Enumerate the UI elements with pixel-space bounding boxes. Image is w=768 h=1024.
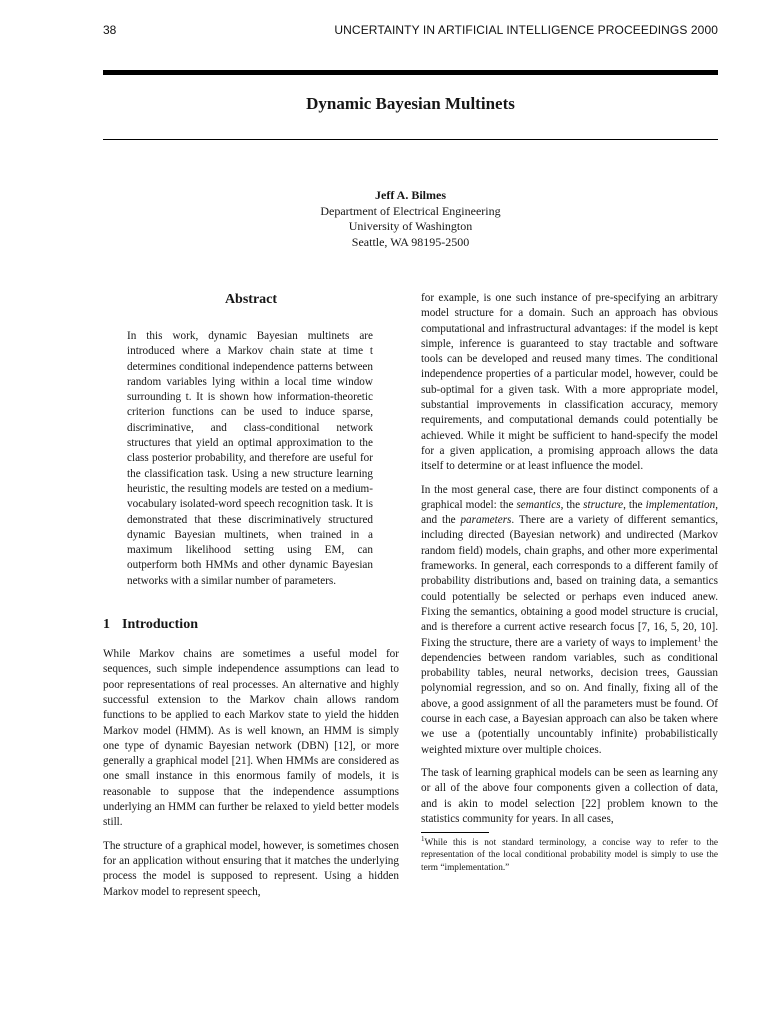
right-paragraph-1: for example, is one such instance of pre-specifying an arbitrary model structure for a domain. Such an approach has obvious computational and infrastructural advantages: if the model is kept simple, inference is guaranteed to stay tractable and software tools can be developed and reused many times. The conditional independence properties of a particular model, however, could be sub-optimal for a given task. With a more appropriate model, substantial improvements in classification accuracy, memory requirements, and computational demands could potentially be achieved. While it might be sufficient to hand-specify the model for a given application, a promising approach allows the data itself to determine or at least influence the model. [421,292,718,473]
intro-paragraph-1: While Markov chains are sometimes a useful model for sequences, such simple independence assumptions can lead to poor representations of real processes. An alternative and highly successful extension to the Markov chain allows random functions to be applied to each Markov state to yield the hidden Markov model (HMM). As is well known, an HMM is simply one type of dynamic Bayesian network (DBN) [12], or more generally a graphical model [21]. When HMMs are considered as one small instance in this enormous family of models, it is reasonable to suppose that the independence assumptions underlying an HMM can further be relaxed to yield better models still. [103,648,399,829]
author-department: Department of Electrical Engineering [320,203,501,218]
venue-title: UNCERTAINTY IN ARTIFICIAL INTELLIGENCE PROCEEDINGS 2000 [334,23,718,37]
author-address: Seattle, WA 98195-2500 [351,234,470,249]
footnote-marker: 1 [697,633,702,643]
author-name: Jeff A. Bilmes [375,188,446,202]
footnote-mark: 1 [421,835,425,843]
title-bottom-rule [103,139,718,140]
text-run: , the [560,498,584,511]
intro-paragraph-2: The structure of a graphical model, however, is sometimes chosen for an application without ensuring that it matches the underlying process the model is supposed to represent. Using a hidden Markov model to represent speech, [103,839,399,898]
right-column [421,291,718,874]
term-parameters: parameters [460,514,512,527]
text-run: In the most general case, there are four distinct components of a graphical model: the [421,483,718,511]
footnote-text: While this is not standard terminology, a concise way to refer to the representation of the local conditional probability model is simply to use the term “implementation.” [421,838,718,873]
term-implementation: implementation [645,498,716,511]
page-number: 38 [103,23,117,37]
footnote [421,837,718,874]
author-university: University of Washington [348,219,473,233]
right-paragraph-2 [421,483,718,758]
author-block [103,188,718,250]
title-top-rule [103,70,718,75]
term-semantics: semantics [516,498,561,511]
text-run: . There are a variety of different semantics, including directed (Bayesian network) and undirected (Markov random field) models, chain graphs, and other more experimental frameworks. In general, each corresponds to a different family of probability distributions and, based on training data, a semantics could potentially be selected or perhaps even induced anew. Fixing the semantics, obtaining a good model structure is crucial, and is therefore a current active research focus [7, 16, 5, 20, 10]. Fixing the structure, there are a variety of ways to implement [421,514,719,649]
right-paragraph-3: The task of learning graphical models can be seen as learning any or all of the above four components given a collection of data, and is akin to model selection [22] problem known to the statistics community for years. In all cases, [421,766,718,825]
text-run: , and the [421,498,719,527]
section-number: 1 [103,617,110,633]
text-run: the dependencies between random variables, such as conditional probability tables, neural networks, decision trees, Gaussian polynomial regression, and so on. And finally, fixing all of the above, a good assignment of all the parameters must be found. Of course in each case, a Bayesian approach can also be taken where we use a (potentially uncountably infinite) probabilistically weighted mixture over multiple choices. [421,636,718,756]
paper-title: Dynamic Bayesian Multinets [306,94,515,113]
abstract-heading: Abstract [224,292,278,307]
text-run: , the [623,498,646,511]
footnote-rule [421,832,489,833]
section-heading-introduction [103,616,399,633]
term-structure: structure [583,498,624,511]
section-title: Introduction [122,617,198,633]
left-column [103,291,399,900]
abstract-text: In this work, dynamic Bayesian multinets are introduced where a Markov chain state at time t determines conditional independence patterns between random variables lying within a local time window surrounding t. It is shown how information-theoretic criterion functions can be used to induce sparse, discriminative, and class-conditional network structures that yield an optimal approximation to the class posterior probability, and therefore are useful for the classification task. Using a new structure learning heuristic, the resulting models are tested on a medium-vocabulary isolated-word speech recognition task. It is demonstrated that these discriminatively structured dynamic Bayesian multinets, when trained in a maximum likelihood setting using EM, can outperform both HMMs and other dynamic Bayesian networks with a similar number of parameters. [127,330,373,587]
